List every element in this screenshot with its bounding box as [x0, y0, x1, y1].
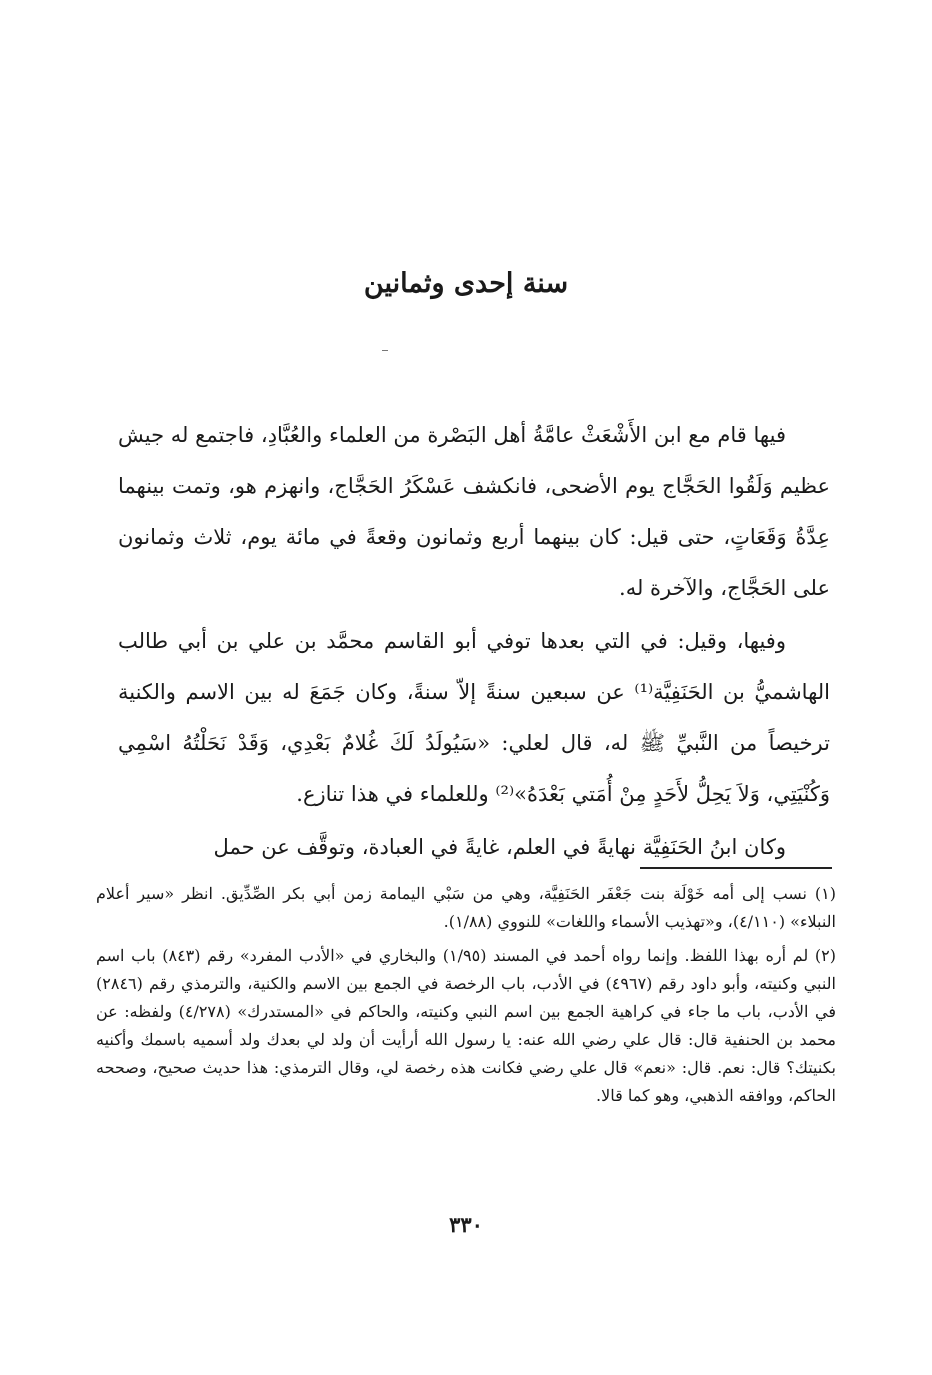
paragraph: فيها قام مع ابن الأَشْعَثْ عامَّةُ أهل البَصْرة من العلماء والعُبَّادِ، فاجتمع له جيش عظيم وَلَقُوا الحَجَّاج يوم الأضحى، فانكشف عَسْكَرُ الحَجَّاج، وانهزم هو، وتمت بينهما عِدَّةُ وَقَعَاتٍ، حتى قيل: كان بينهما أربع وثمانون وقعةً في مائة يوم، ثلاث وثمانون على الحَجَّاج، والآخرة له. — [118, 423, 830, 600]
ornament-mark — [382, 350, 388, 351]
footnotes — [96, 880, 836, 1116]
chapter-heading: سنة إحدى وثمانين — [363, 268, 569, 299]
paragraph: وكان ابنُ الحَنَفِيَّة نهايةً في العلم، غايةً في العبادة، وتوقَّف عن حمل — [213, 835, 786, 859]
page-number: ٣٣٠ — [449, 1212, 483, 1237]
main-text — [118, 410, 830, 875]
paragraph: وفيها، وقيل: في التي بعدها توفي أبو القاسم محمَّد بن علي بن أبي طالب الهاشميُّ بن الحَنَفِيَّة⁽¹⁾ عن سبعين سنةً إلاّ سنةً، وكان جَمَعَ له بين الاسم والكنية ترخيصاً من النَّبيِّ ﷺ له، قال لعلي: «سَيُولَدُ لَكَ غُلامٌ بَعْدِي، وَقَدْ نَحَلْتُهُ اسْمِي وَكُنْيَتِي، وَلاَ يَحِلُّ لأَحَدٍ مِنْ أُمَتي بَعْدَهُ»⁽²⁾ وللعلماء في هذا تنازع. — [118, 629, 830, 806]
footnote: (١) نسب إلى أمه خَوْلَة بنت جَعْفَر الحَنَفِيَّة، وهي من سَبْي اليمامة زمن أبي بكر الصِّدِّيق. انظر «سير أعلام النبلاء» (٤/١١٠)، و«تهذيب الأسماء واللغات» للنووي (١/٨٨). — [96, 884, 836, 931]
footnote-separator — [640, 867, 832, 869]
footnote: (٢) لم أره بهذا اللفظ. وإنما رواه أحمد في المسند (١/٩٥) والبخاري في «الأدب المفرد» رقم (٨٤٣) باب اسم النبي وكنيته، وأبو داود رقم (٤٩٦٧) في الأدب، باب الرخصة في الجمع بين الاسم والكنية، والترمذي رقم (٢٨٤٦) في الأدب، باب ما جاء في كراهية الجمع بين اسم النبي وكنيته، والحاكم في «المستدرك» (٤/٢٧٨) ولفظه: عن محمد بن الحنفية قال: قال علي رضي الله عنه: يا رسول الله أرأيت أن ولد لي بعدك ولد أسميه باسمك وأكنيه بكنيتك؟ قال: نعم. قال: «نعم» قال علي رضي فكانت هذه رخصة لي، وقال الترمذي: هذا حديث صحيح، وصححه الحاكم، ووافقه الذهبي، وهو كما قالا. — [96, 946, 837, 1105]
